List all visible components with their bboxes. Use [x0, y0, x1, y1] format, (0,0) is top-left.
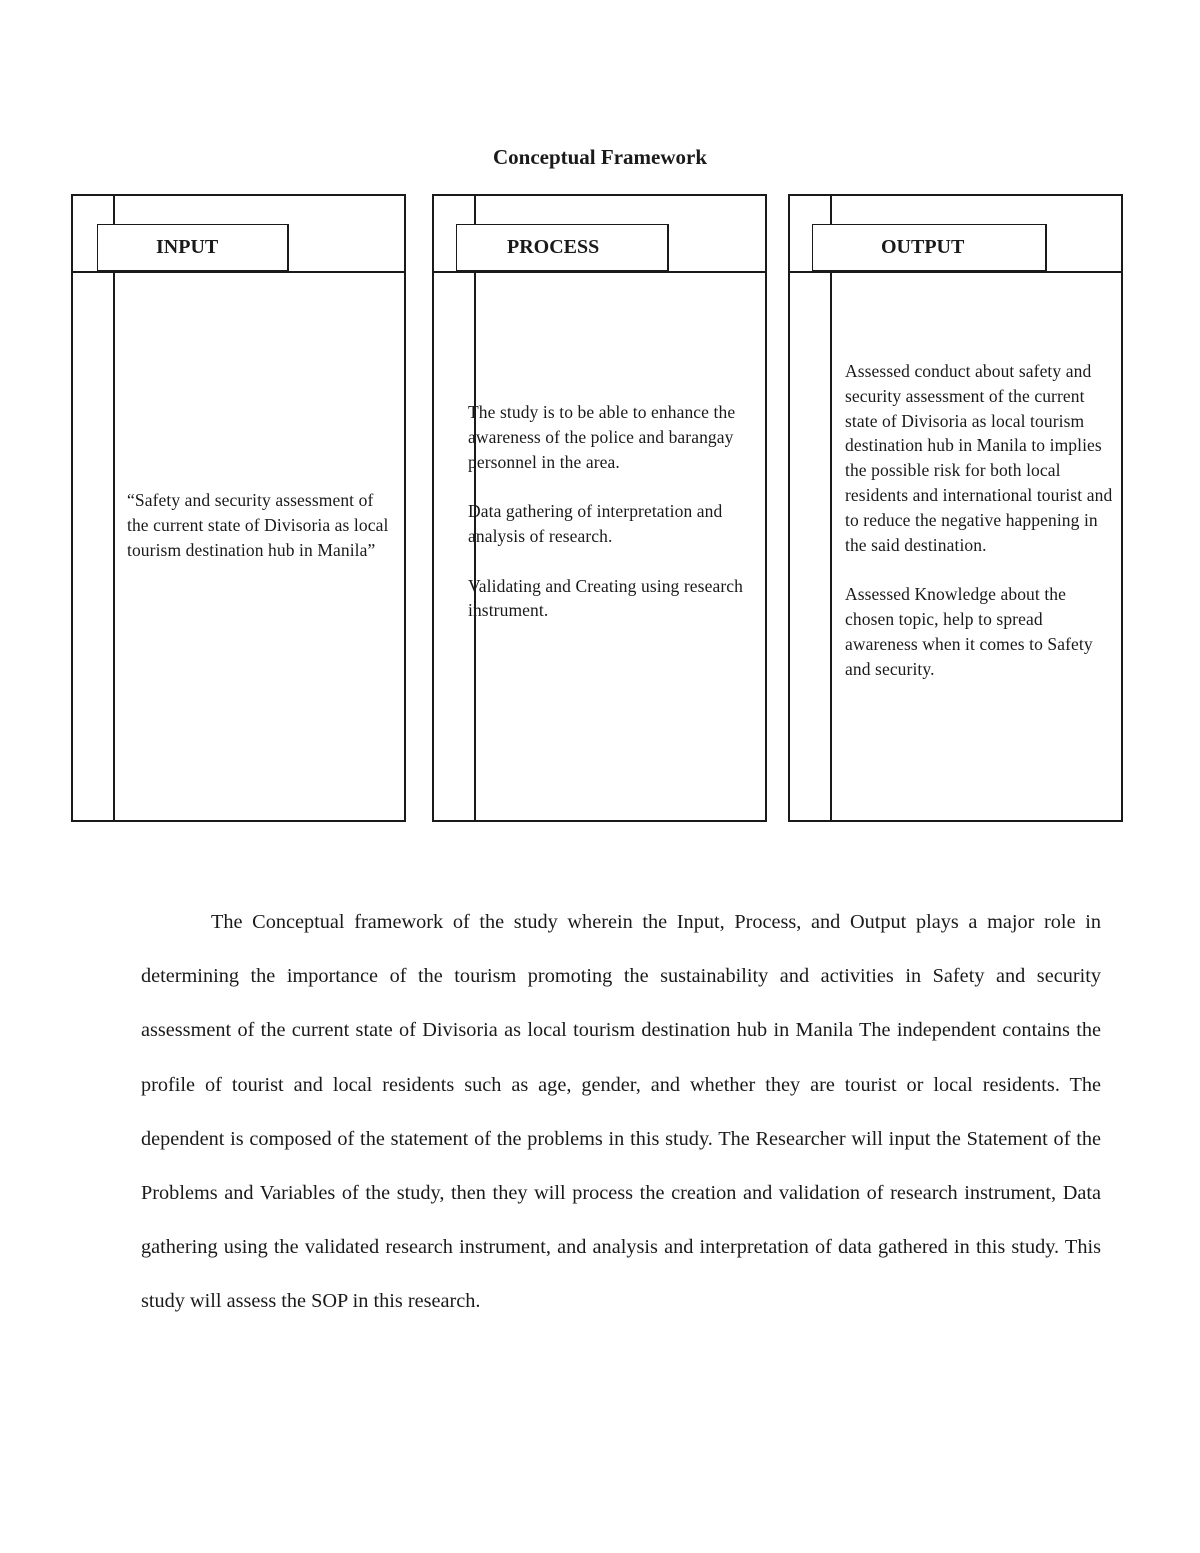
process-column [432, 194, 767, 822]
page-title: Conceptual Framework [492, 145, 708, 169]
process-label: PROCESS [456, 224, 669, 272]
body-paragraph: The Conceptual framework of the study wherein the Input, Process, and Output plays a major role in determining the importance of the tourism promoting the sustainability and activities in Safety and security assessment of the current state of Divisoria as local tourism destination hub in Manila The independent contains the profile of tourist and local residents such as age, gender, and whether they are tourist or local residents. The dependent is composed of the statement of the problems in this study. The Researcher will input the Statement of the Problems and Variables of the study, then they will process the creation and validation of research instrument, Data gathering using the validated research instrument, and analysis and interpretation of data gathered in this study. This study will assess the SOP in this research. [141, 911, 1101, 1313]
input-label: INPUT [97, 224, 289, 272]
process-paragraph: The study is to be able to enhance the awareness of the police and barangay personnel in the area. [468, 402, 736, 472]
output-text [845, 359, 1117, 681]
output-paragraph: Assessed conduct about safety and security assessment of the current state of Divisoria as local tourism destination hub in Manila to implies the possible risk for both local residents and international tourist and to reduce the negative happening in the said destination. [845, 361, 1113, 555]
process-paragraph: Validating and Creating using research instrument. [468, 575, 743, 621]
column-divider [830, 196, 832, 820]
output-column [788, 194, 1123, 822]
input-column [71, 194, 406, 822]
output-label: OUTPUT [812, 224, 1047, 272]
input-text [127, 488, 397, 562]
process-text [468, 400, 758, 623]
process-paragraph: Data gathering of interpretation and analysis of research. [468, 501, 723, 546]
output-paragraph: Assessed Knowledge about the chosen topic, help to spread awareness when it comes to Safety and security. [845, 584, 1093, 679]
input-paragraph: “Safety and security assessment of the current state of Divisoria as local tourism destination hub in Manila” [127, 490, 389, 560]
column-divider [113, 196, 115, 820]
